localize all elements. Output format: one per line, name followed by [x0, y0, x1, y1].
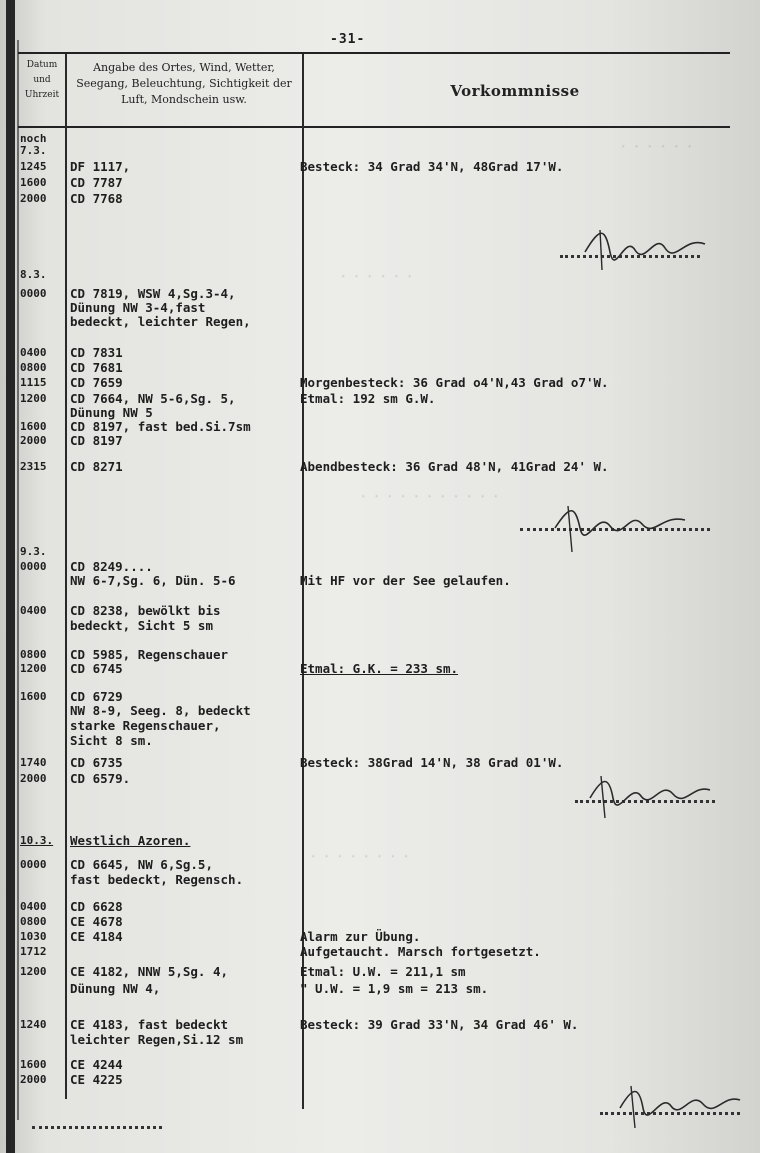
log-position-weather: CD 6645, NW 6,Sg.5,: [70, 857, 213, 872]
log-time: 0800: [20, 361, 47, 374]
log-position-weather: Westlich Azoren.: [70, 833, 191, 848]
log-position-weather: CE 4244: [70, 1057, 123, 1072]
log-event: Etmal: G.K. = 233 sm.: [300, 661, 459, 676]
log-position-weather: CD 7819, WSW 4,Sg.3-4,: [70, 286, 236, 301]
page-number: -31-: [330, 32, 366, 47]
log-position-weather: Dünung NW 3-4,fast: [70, 300, 206, 315]
log-position-weather: CE 4183, fast bedeckt: [70, 1017, 229, 1032]
header-bottom-rule: [18, 126, 730, 128]
log-position-weather: CD 8197: [70, 433, 123, 448]
log-time: 9.3.: [20, 545, 47, 558]
log-event: Besteck: 39 Grad 33'N, 34 Grad 46' W.: [300, 1017, 579, 1032]
log-position-weather: CD 8271: [70, 459, 123, 474]
log-time: 0800: [20, 648, 47, 661]
header-top-rule: [18, 52, 730, 54]
signature-mark: [580, 222, 710, 272]
log-position-weather: CD 6735: [70, 755, 123, 770]
log-time: 1200: [20, 965, 47, 978]
log-position-weather: CD 6579.: [70, 771, 131, 786]
log-time: 1200: [20, 662, 47, 675]
log-event: Abendbesteck: 36 Grad 48'N, 41Grad 24' W.: [300, 459, 609, 474]
log-time: 0400: [20, 346, 47, 359]
log-event: Mit HF vor der See gelaufen.: [300, 573, 511, 588]
log-position-weather: CD 6745: [70, 661, 123, 676]
log-position-weather: NW 8-9, Seeg. 8, bedeckt: [70, 703, 251, 718]
log-event: Alarm zur Übung.: [300, 929, 421, 944]
log-time: 1600: [20, 1058, 47, 1071]
log-time: 2000: [20, 434, 47, 447]
log-position-weather: CD 8197, fast bed.Si.7sm: [70, 419, 251, 434]
log-position-weather: CD 6729: [70, 689, 123, 704]
log-time: 2315: [20, 460, 47, 473]
log-position-weather: CE 4184: [70, 929, 123, 944]
log-event: Besteck: 38Grad 14'N, 38 Grad 01'W.: [300, 755, 564, 770]
log-event: Etmal: U.W. = 211,1 sm: [300, 964, 466, 979]
log-time: 10.3.: [20, 834, 54, 847]
log-position-weather: CD 7831: [70, 345, 123, 360]
log-position-weather: CD 7681: [70, 360, 123, 375]
log-position-weather: Dünung NW 4,: [70, 981, 161, 996]
log-event: Aufgetaucht. Marsch fortgesetzt.: [300, 944, 541, 959]
log-position-weather: CD 7659: [70, 375, 123, 390]
log-position-weather: CE 4225: [70, 1072, 123, 1087]
log-position-weather: CD 8249....: [70, 559, 153, 574]
log-time: 1712: [20, 945, 47, 958]
log-event: Besteck: 34 Grad 34'N, 48Grad 17'W.: [300, 159, 564, 174]
log-time: 0000: [20, 287, 47, 300]
log-time: 0000: [20, 858, 47, 871]
log-position-weather: fast bedeckt, Regensch.: [70, 872, 244, 887]
log-time: 8.3.: [20, 268, 47, 281]
log-time: 7.3.: [20, 144, 47, 157]
log-time: 0400: [20, 604, 47, 617]
header-place-weather: Angabe des Ortes, Wind, Wetter, Seegang, Beleuchtung, Sichtigkeit der Luft, Mondschein usw.: [76, 61, 292, 106]
log-time: 0400: [20, 900, 47, 913]
log-time: 1600: [20, 690, 47, 703]
binding-shadow: [17, 40, 19, 1120]
log-position-weather: CD 5985, Regenschauer: [70, 647, 229, 662]
log-position-weather: Dünung NW 5: [70, 405, 153, 420]
log-time: 1740: [20, 756, 47, 769]
log-time: 1115: [20, 376, 47, 389]
log-position-weather: CE 4182, NNW 5,Sg. 4,: [70, 964, 229, 979]
log-position-weather: Sicht 8 sm.: [70, 733, 153, 748]
log-position-weather: bedeckt, Sicht 5 sm: [70, 618, 213, 633]
log-position-weather: CE 4678: [70, 914, 123, 929]
log-time: 2000: [20, 192, 47, 205]
signature-mark: [615, 1080, 745, 1130]
log-time: 1245: [20, 160, 47, 173]
log-time: 0000: [20, 560, 47, 573]
log-time: 0800: [20, 915, 47, 928]
log-position-weather: bedeckt, leichter Regen,: [70, 314, 251, 329]
binding-edge: [6, 0, 15, 1153]
log-time: 1200: [20, 392, 47, 405]
log-time: 1600: [20, 420, 47, 433]
bottom-dots: [32, 1126, 162, 1129]
log-time: 2000: [20, 1073, 47, 1086]
log-time: 1240: [20, 1018, 47, 1031]
bleed-through-text: · · · · · · · · · · · · · · · · · · · · · · · · · · · · · · ·: [310, 140, 693, 863]
log-position-weather: DF 1117,: [70, 159, 131, 174]
log-position-weather: leichter Regen,Si.12 sm: [70, 1032, 244, 1047]
signature-mark: [585, 772, 715, 822]
log-time: noch: [20, 132, 47, 145]
header-events: Vorkommnisse: [450, 82, 580, 100]
log-event: Etmal: 192 sm G.W.: [300, 391, 436, 406]
log-position-weather: NW 6-7,Sg. 6, Dün. 5-6: [70, 573, 236, 588]
log-time: 2000: [20, 772, 47, 785]
log-position-weather: starke Regenschauer,: [70, 718, 221, 733]
log-position-weather: CD 6628: [70, 899, 123, 914]
log-position-weather: CD 7664, NW 5-6,Sg. 5,: [70, 391, 236, 406]
log-position-weather: CD 7768: [70, 191, 123, 206]
signature-mark: [550, 500, 690, 555]
log-position-weather: CD 7787: [70, 175, 123, 190]
log-event: Morgenbesteck: 36 Grad o4'N,43 Grad o7'W.: [300, 375, 609, 390]
log-time: 1600: [20, 176, 47, 189]
header-date-time: Datum und Uhrzeit: [24, 60, 60, 100]
log-event: " U.W. = 1,9 sm = 213 sm.: [300, 981, 489, 996]
log-position-weather: CD 8238, bewölkt bis: [70, 603, 221, 618]
log-time: 1030: [20, 930, 47, 943]
